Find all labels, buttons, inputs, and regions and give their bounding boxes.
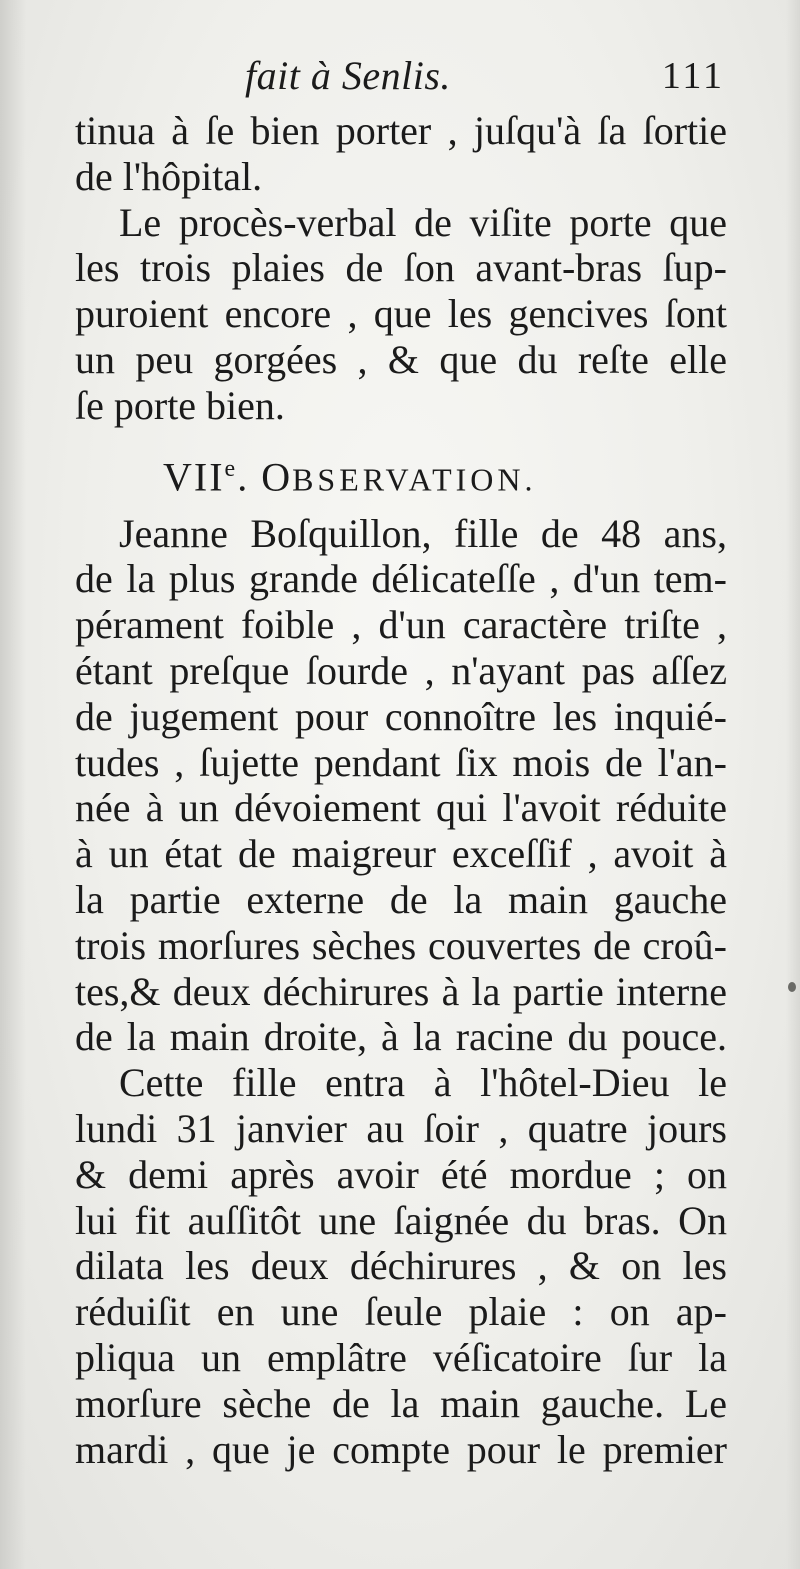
text-line: tudes , ſujette pendant ſix mois de l'an- <box>75 739 727 785</box>
text-line: & demi après avoir été mordue ; on <box>75 1151 727 1197</box>
text-line: dilata les deux déchirures , & on les <box>75 1243 727 1289</box>
page-header <box>75 48 725 108</box>
text-line: un peu gorgées , & que du reſte elle <box>75 336 727 382</box>
ink-speck <box>788 982 796 992</box>
edge-shadow <box>786 0 800 1569</box>
section-heading: VIIe. OBSERVATION. <box>163 453 537 499</box>
text-line: pérament foible , d'un caractère triſte , <box>75 602 727 648</box>
binding-shadow <box>0 0 26 1569</box>
text-line: la partie externe de la main gauche <box>75 876 727 922</box>
text-line: étant preſque ſourde , n'ayant pas aſſez <box>75 647 727 693</box>
page-number: 111 <box>661 55 725 97</box>
text-line: morſure sèche de la main gauche. Le <box>75 1380 727 1426</box>
heading-initial: O <box>261 453 293 499</box>
text-line: réduiſit en une ſeule plaie : on ap- <box>75 1289 727 1335</box>
text-line: née à un dévoiement qui l'avoit réduite <box>75 785 727 831</box>
text-line: mardi , que je compte pour le premier <box>75 1426 727 1472</box>
text-line: de jugement pour connoître les inquié- <box>75 693 727 739</box>
text-line: de la plus grande délicateſſe , d'un tem- <box>75 556 727 602</box>
text-line: puroient encore , que les gencives ſont <box>75 291 727 337</box>
text-line: tes,& deux déchirures à la partie interne <box>75 968 727 1014</box>
text-line: de l'hôpital. <box>75 153 263 199</box>
heading-numeral: VII <box>163 453 225 499</box>
heading-rest: BSERVATION. <box>292 460 537 497</box>
text-line: de la main droite, à la racine du pouce. <box>75 1014 727 1060</box>
text-line: Le procès-verbal de viſite porte que <box>119 199 727 245</box>
heading-superscript: e <box>224 455 238 482</box>
text-line: lundi 31 janvier au ſoir , quatre jours <box>75 1105 727 1151</box>
text-line: Cette fille entra à l'hôtel-Dieu le <box>119 1060 727 1106</box>
page-body <box>75 108 727 1472</box>
text-line: lui fit auſſitôt une ſaignée du bras. On <box>75 1197 727 1243</box>
text-line: trois morſures sèches couvertes de croû- <box>75 922 727 968</box>
text-line: tinua à ſe bien porter , juſqu'à ſa ſortie <box>75 108 727 153</box>
text-line: ſe porte bien. <box>75 382 285 428</box>
text-line: Jeanne Boſquillon, fille de 48 ans, <box>119 510 727 556</box>
text-line: à un état de maigreur exceſſif , avoit à <box>75 831 727 877</box>
text-line: pliqua un emplâtre véſicatoire ſur la <box>75 1334 727 1380</box>
text-line: les trois plaies de ſon avant-bras ſup- <box>75 245 727 291</box>
running-title: fait à Senlis. <box>245 53 451 98</box>
